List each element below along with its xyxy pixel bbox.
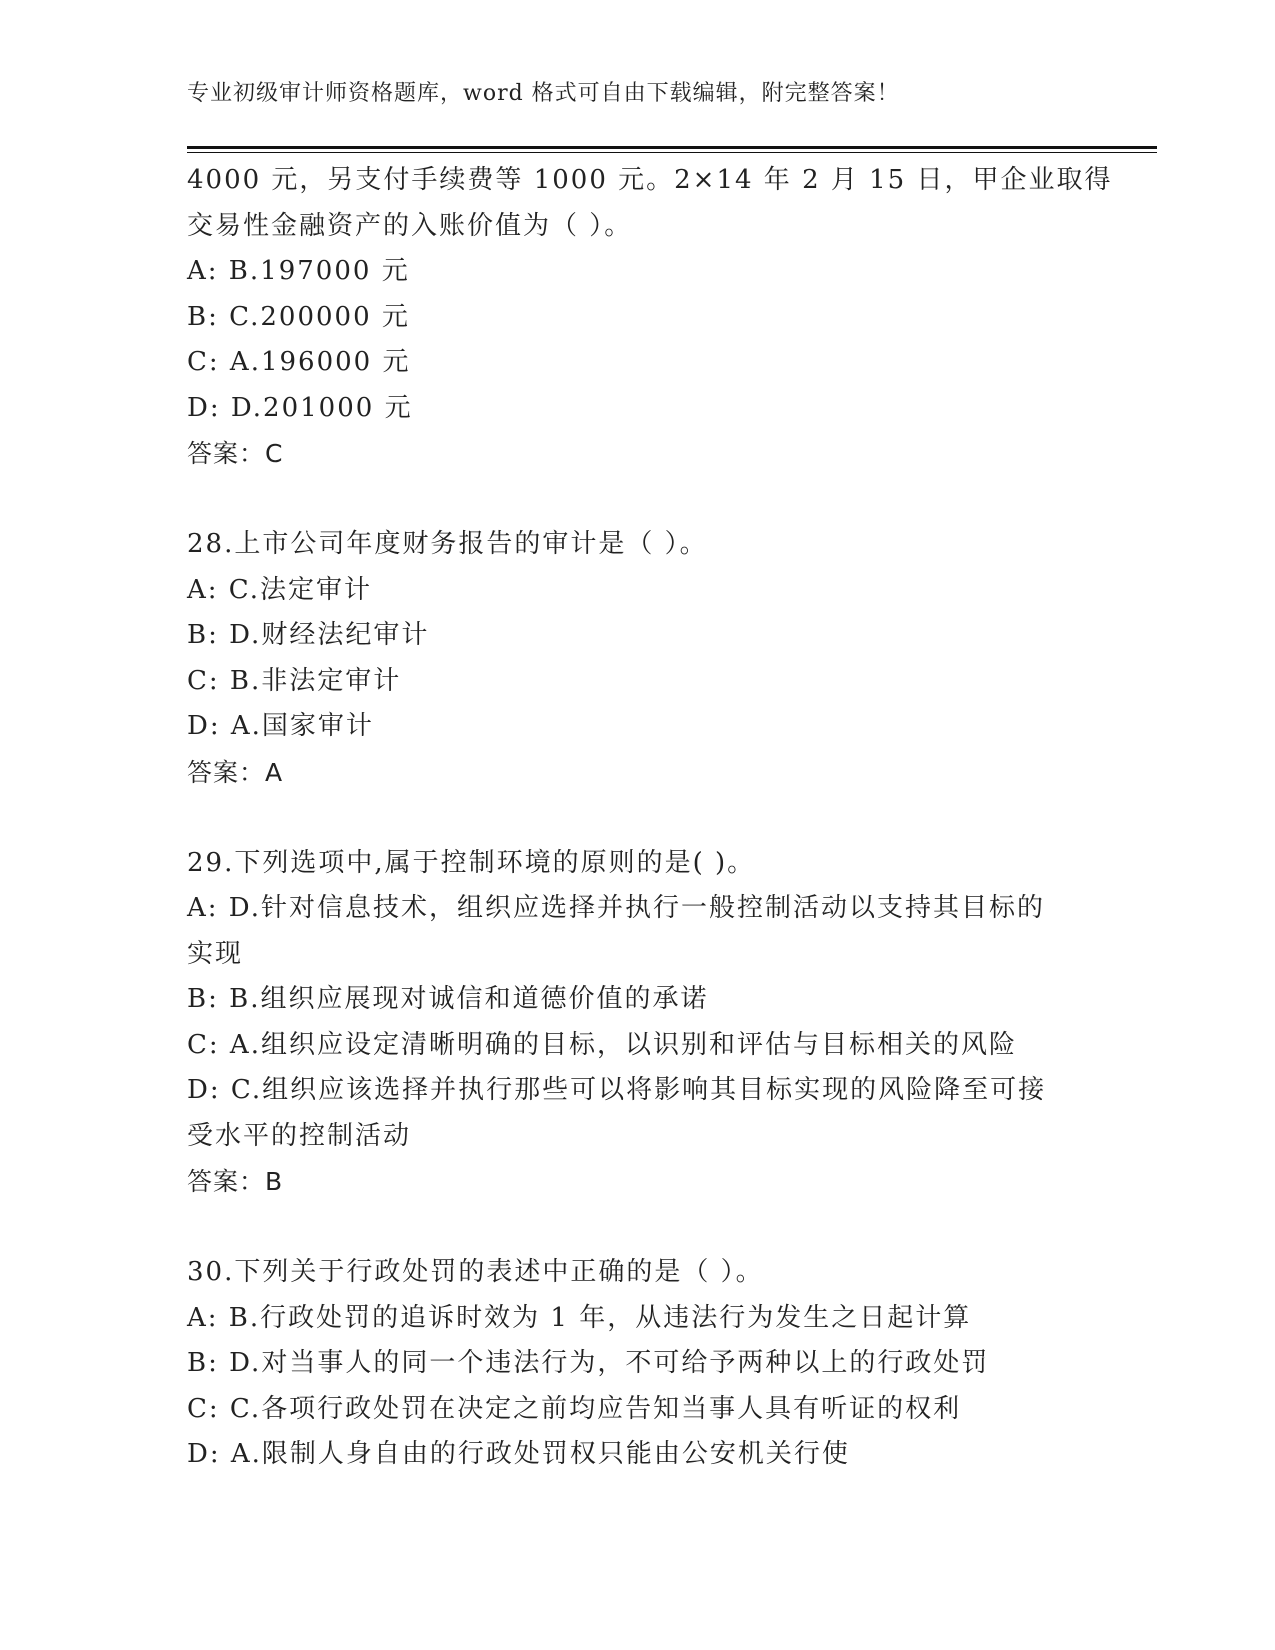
option-a: A: C.法定审计: [187, 574, 373, 605]
option-a: A: B.197000 元: [187, 256, 410, 286]
question-29: [187, 841, 1087, 1205]
option-a: A: D.针对信息技术，组织应选择并执行一般控制活动以支持其目标的: [187, 893, 1045, 923]
header-rule-thin: [187, 152, 1157, 153]
option-a: A: B.行政处罚的追诉时效为 1 年，从违法行为发生之日起计算: [187, 1302, 972, 1333]
option-c: C: A.196000 元: [187, 347, 411, 377]
option-c: C: A.组织应设定清晰明确的目标，以识别和评估与目标相关的风险: [187, 1029, 1017, 1060]
option-b: B: D.对当事人的同一个违法行为，不可给予两种以上的行政处罚: [187, 1348, 990, 1378]
answer: 答案：B: [187, 1167, 284, 1196]
option-c: C: B.非法定审计: [187, 665, 402, 696]
option-b: B: C.200000 元: [187, 301, 410, 332]
answer: 答案：C: [187, 439, 284, 468]
option-d: D: A.限制人身自由的行政处罚权只能由公安机关行使: [187, 1439, 850, 1469]
question-30: [187, 1250, 1087, 1478]
option-b: B: B.组织应展现对诚信和道德价值的承诺: [187, 984, 709, 1014]
option-d: D: C.组织应该选择并执行那些可以将影响其目标实现的风险降至可接: [187, 1075, 1047, 1105]
option-a-continued: 实现: [187, 938, 244, 969]
question-stem-line: 4000 元，另支付手续费等 1000 元。2×14 年 2 月 15 日，甲企业取得: [187, 165, 1113, 195]
option-c: C: C.各项行政处罚在决定之前均应告知当事人具有听证的权利: [187, 1393, 962, 1424]
option-d-continued: 受水平的控制活动: [187, 1120, 412, 1151]
question-stem-line: 28.上市公司年度财务报告的审计是（ ）。: [187, 529, 708, 559]
question-27: [187, 158, 1113, 477]
page-header: 专业初级审计师资格题库，word 格式可自由下载编辑，附完整答案！: [187, 81, 900, 106]
question-stem-line: 29.下列选项中,属于控制环境的原则的是( )。: [187, 847, 756, 878]
option-b: B: D.财经法纪审计: [187, 620, 430, 650]
question-28: [187, 522, 1087, 795]
question-content: [187, 158, 1113, 1478]
option-d: D: D.201000 元: [187, 392, 413, 423]
answer: 答案：A: [187, 757, 284, 787]
question-stem-line: 30.下列关于行政处罚的表述中正确的是（ ）。: [187, 1257, 764, 1287]
option-d: D: A.国家审计: [187, 711, 374, 741]
header-rule-thick: [187, 146, 1157, 149]
spacer: [187, 795, 1087, 841]
question-stem-line: 交易性金融资产的入账价值为（ ）。: [187, 210, 633, 241]
spacer: [187, 1205, 1087, 1251]
spacer: [187, 477, 1087, 523]
